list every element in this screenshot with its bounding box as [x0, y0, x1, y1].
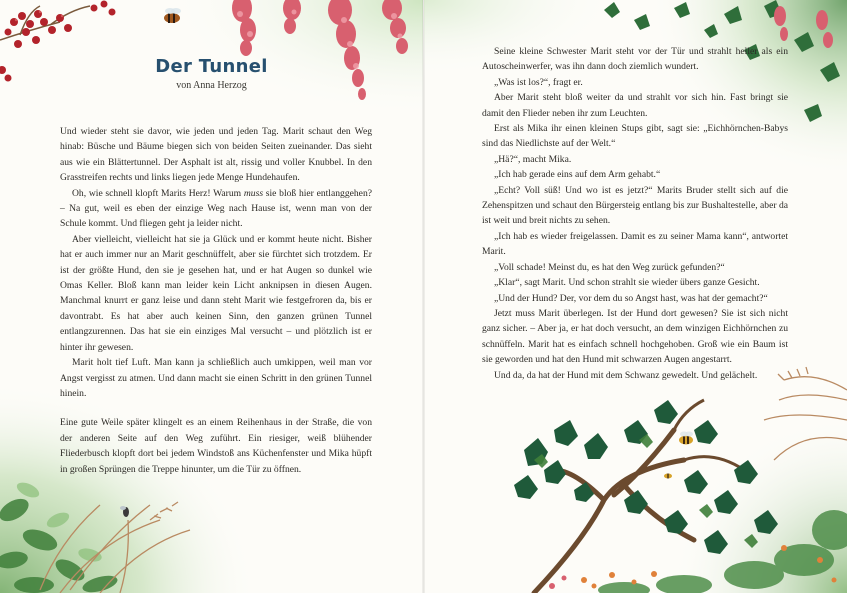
paragraph: „Ich hab es wieder freigelassen. Damit es zu seiner Mama kann“, antwortet Marit.: [482, 230, 788, 258]
paragraph: Erst als Mika ihr einen kleinen Stups gibt, sagt sie: „Eichhörnchen-Babys sind das Niedlichste auf der Welt.“: [482, 123, 788, 150]
story-title: Der Tunnel: [155, 56, 268, 77]
bee-icon: [679, 432, 693, 445]
paragraph: Und wieder steht sie davor, wie jeden und jeden Tag. Marit schaut den Weg hinab: Büsche und Bäume biegen sich von beiden Seiten zueinander. Das sieht aus wie ein Blättertunnel. Der Asphalt ist alt, rissig und voller Knubbel. In den Grasstreifen rechts und links liegen jede Menge Hundehaufen.: [60, 126, 372, 184]
paragraph: „Hä?“, macht Mika.: [494, 153, 572, 165]
paragraph: „Voll schade! Meinst du, es hat den Weg zurück gefunden?“: [494, 261, 725, 273]
story-author: von Anna Herzog: [176, 80, 247, 91]
paragraph: Seine kleine Schwester Marit steht vor der Tür und strahlt heller als ein Autoscheinwerfer, was ihn dann doch ziemlich wundert.: [482, 46, 788, 73]
paragraph: Marit holt tief Luft. Man kann ja schließlich auch umkippen, weil man vor Angst vergisst zu atmen. Und dann macht sie einen Schritt in den grünen Tunnel hinein.: [60, 357, 372, 399]
paragraph: Eine gute Weile später klingelt es an einem Reihenhaus in der Straße, die von der anderen Seite auf den Weg zuführt. Ein riesiger, weiß blühender Fliederbusch klopft dort bei jedem Windstoß ans Küchenfenster und Mika hüpft in großen Sprüngen die Treppe hinunter, um die Tür zu öffnen.: [60, 417, 372, 475]
paragraph: Aber vielleicht, vielleicht hat sie ja Glück und er kommt heute nicht. Bisher hat er auch immer nur an Marit geschnüffelt, aber sie fürchtet sich trotzdem. Er ist der größte Hund, den sie je gesehen hat, und er hat Augen so dunkel wie Omas Keller. Bloß kann man leider kein Licht anknipsen in diesen Augen. Manchmal knurrt er ganz leise und dann steht Marit wie festgefroren da, bis er davontrabt. Es hat aber auch keinen Sinn, den ganzen grünen Tunnel entlangzurennen. Das hat sie ein einziges Mal versucht – und plötzlich ist er hinter ihr gewesen.: [60, 233, 372, 353]
bee-icon: [664, 474, 672, 479]
left-page: [0, 0, 423, 593]
paragraph: „Und der Hund? Der, vor dem du so Angst hast, was hat der gemacht?“: [494, 292, 768, 304]
paragraph: „Ich hab gerade eins auf dem Arm gehabt.“: [494, 169, 661, 181]
right-page-body: [482, 44, 788, 383]
paragraph: „Echt? Voll süß! Und wo ist es jetzt?“ Marits Bruder stellt sich auf die Zehenspitzen und schaut den Bürgersteig entlang bis zur Bushaltestelle, aber da ist weit und breit nichts zu sehen.: [482, 184, 788, 227]
paragraph: „Klar“, sagt Marit. Und schon strahlt sie wieder übers ganze Gesicht.: [494, 277, 760, 289]
paragraph: Jetzt muss Marit überlegen. Ist der Hund dort gewesen? Sie ist sich nicht ganz sicher. – Aber ja, er hat doch versucht, an dem winzigen Eichhörnchen zu schnüffeln. Marit hat es einfach schnell hochgehoben. Groß wie ein Baum ist sie geworden und hat den Hund mit schwarzen Augen angestarrt.: [482, 307, 788, 366]
paragraph-text: Oh, wie schnell klopft Marits Herz! Warum: [72, 187, 244, 199]
paragraph: Aber Marit steht bloß weiter da und strahlt vor sich hin. Fast bringt sie damit den Flieder neben ihr zum Leuchten.: [482, 92, 788, 119]
paragraph: „Was ist los?“, fragt er.: [494, 76, 583, 88]
bee-icon: [164, 8, 181, 23]
paragraph: [60, 186, 372, 232]
right-page: [424, 0, 847, 593]
left-page-body: [60, 124, 372, 477]
emphasis-text: muss: [243, 187, 264, 199]
paragraph-text: sie bloß hier entlanggehen? – Na gut, weil es eben der einzige Weg nach Hause ist, wenn man von der Schule kommt. Und fliegen geht ja leider nicht.: [60, 187, 372, 230]
paragraph: Und da, da hat der Hund mit dem Schwanz gewedelt. Und gelächelt.: [494, 369, 758, 381]
